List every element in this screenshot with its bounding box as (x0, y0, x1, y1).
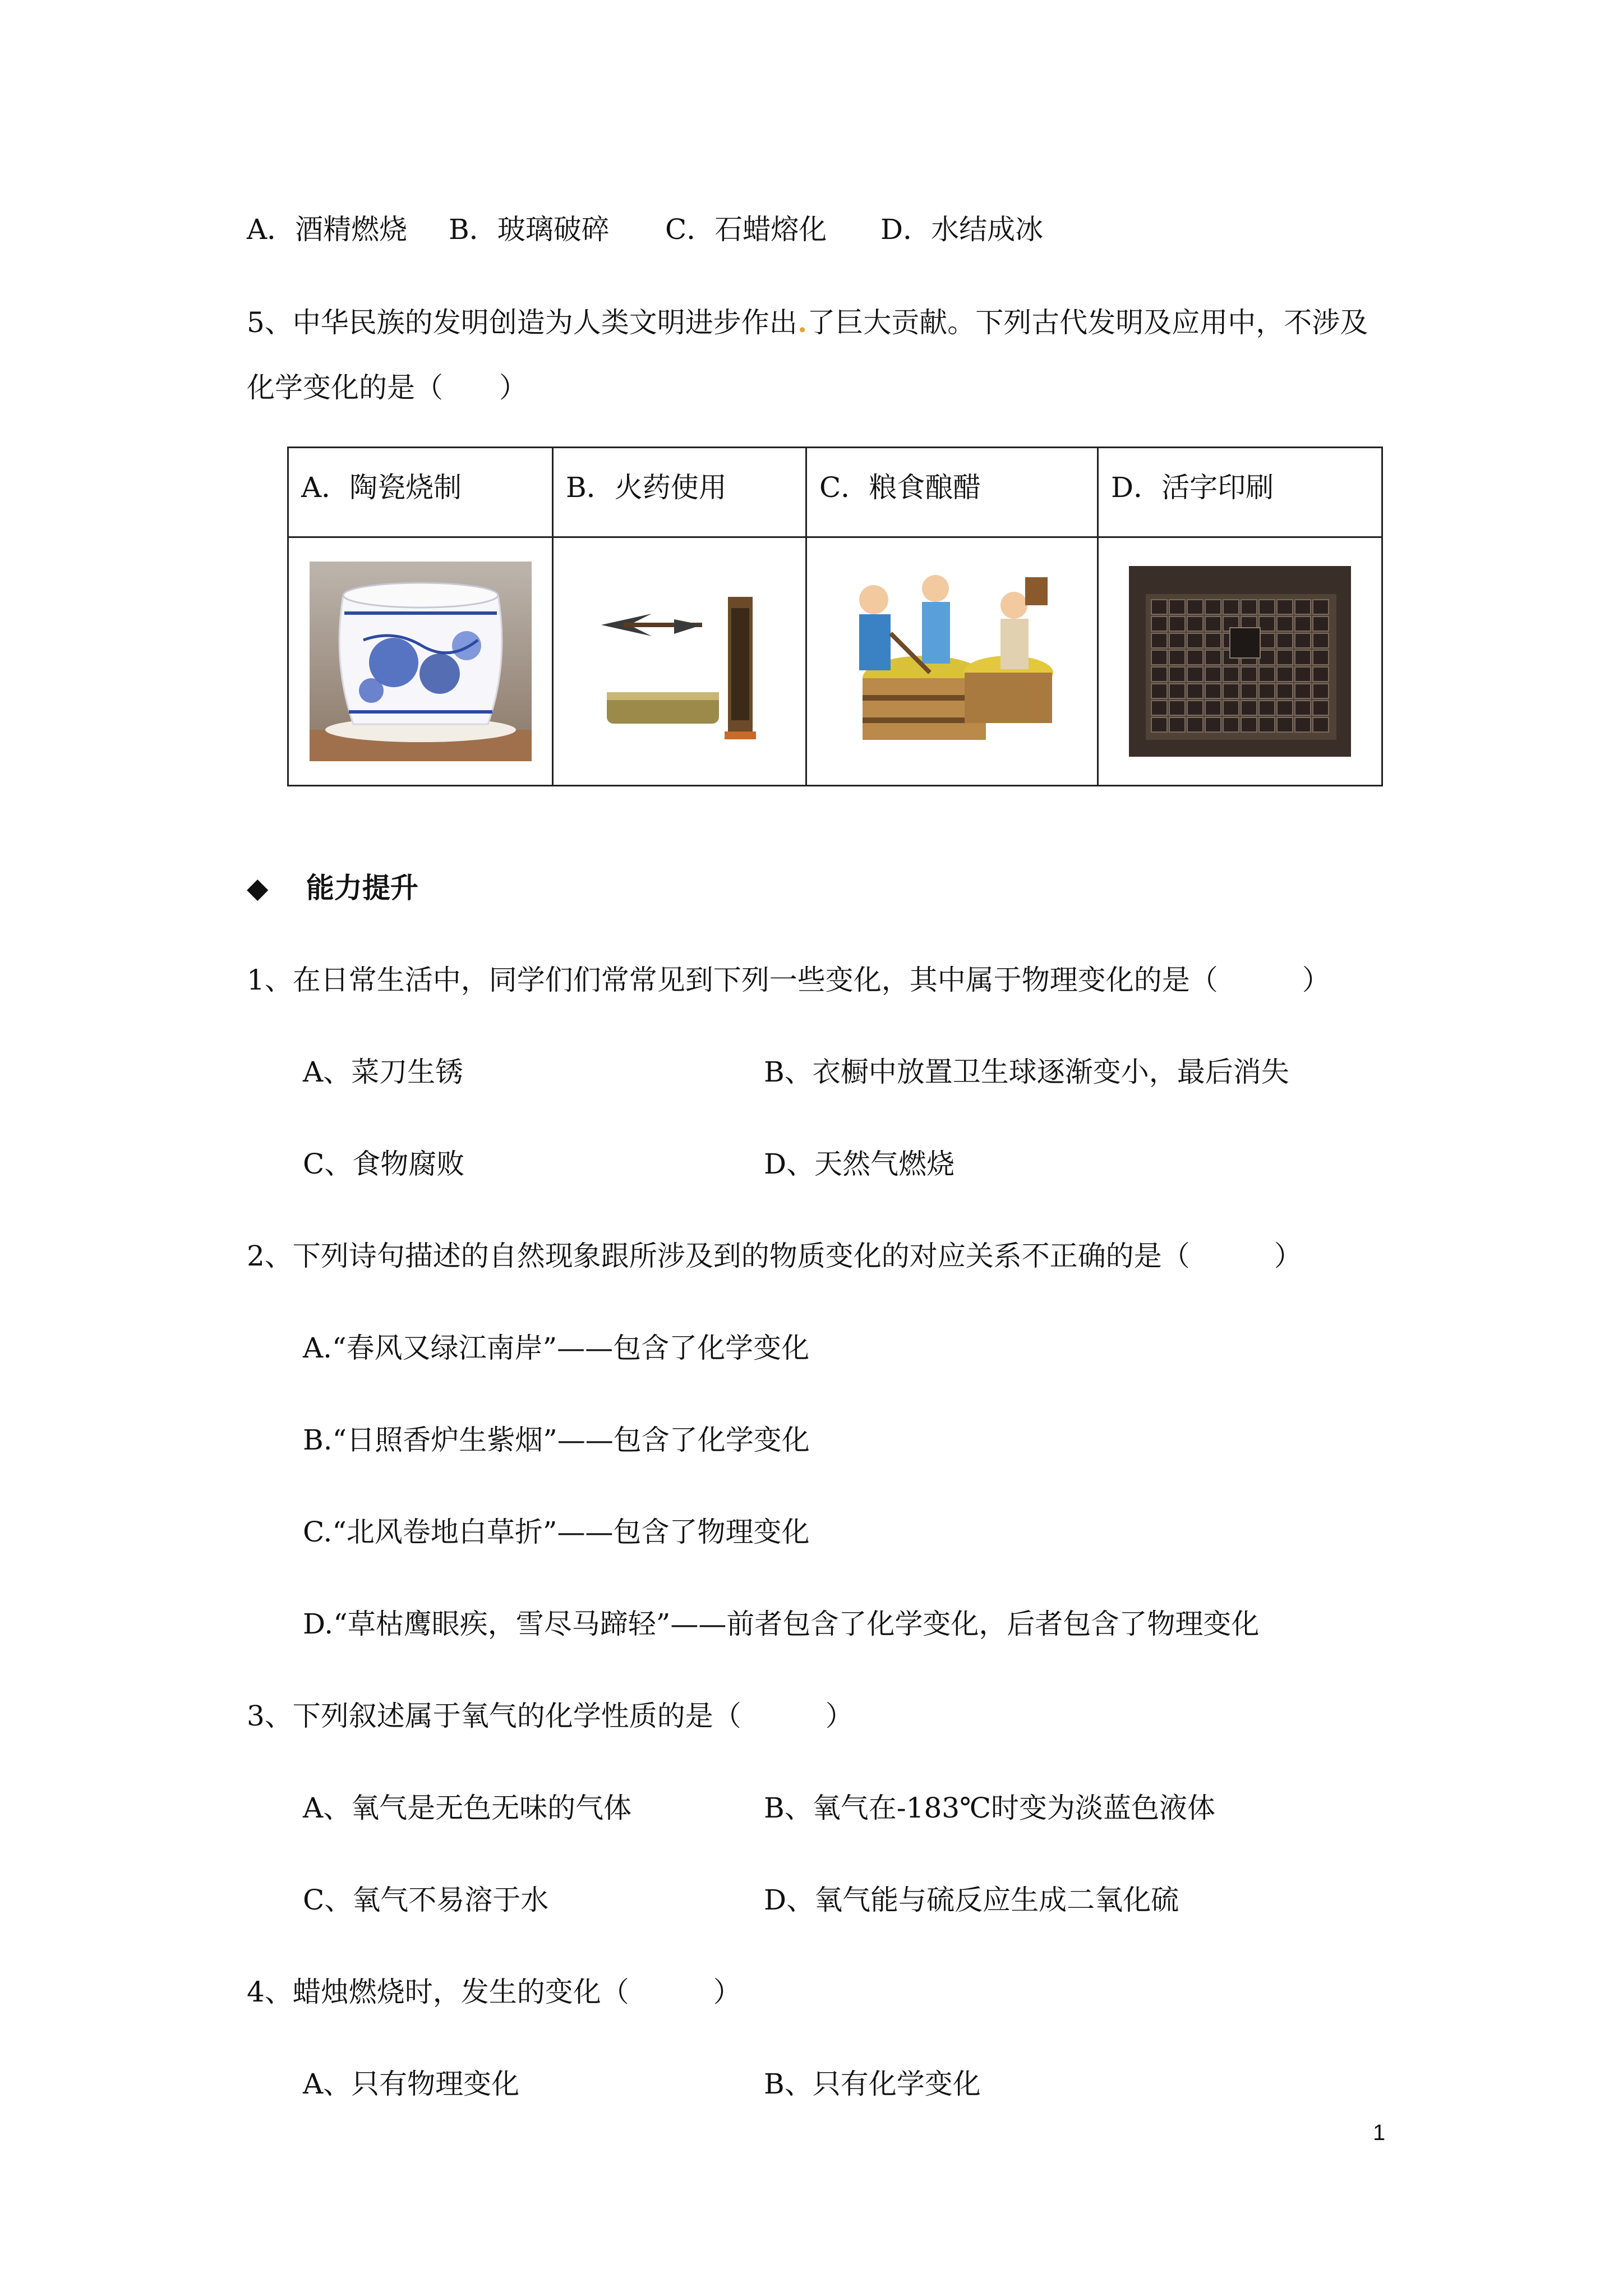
type-block (1241, 684, 1257, 698)
type-block (1295, 717, 1311, 732)
q5-stem-line2: 化学变化的是（ ） (247, 371, 527, 404)
movable-type-image (1129, 566, 1351, 757)
type-block (1223, 600, 1239, 614)
q5-options-table (287, 447, 1383, 786)
type-block (1295, 616, 1311, 631)
q3-option-a: A、氧气是无色无味的气体 (303, 1792, 632, 1824)
type-block (1259, 650, 1275, 665)
type-block (1169, 684, 1185, 698)
type-block (1187, 717, 1203, 732)
type-block (1313, 650, 1329, 665)
q5-image-row (288, 537, 1382, 786)
q2-option-a: A.“春风又绿江南岸”——包含了化学变化 (303, 1332, 810, 1364)
q4-option-b-lower: B、只有化学变化 (764, 2068, 981, 2100)
type-block (1169, 633, 1185, 648)
type-block (1277, 684, 1293, 698)
q2-option-d: D.“草枯鹰眼疾，雪尽马蹄轻”——前者包含了化学变化，后者包含了物理变化 (303, 1608, 1260, 1640)
q3-option-b: B、氧气在-183℃时变为淡蓝色液体 (764, 1792, 1216, 1824)
type-block (1187, 684, 1203, 698)
type-block (1277, 616, 1293, 631)
type-block (1295, 667, 1311, 682)
type-block (1313, 701, 1329, 715)
q5-stem-dot: . (797, 306, 808, 339)
type-block (1169, 701, 1185, 715)
q2-option-b: B.“日照香炉生紫烟”——包含了化学变化 (303, 1424, 810, 1456)
q4-option-a-lower: A、只有物理变化 (303, 2068, 520, 2100)
porcelain-jar-image (310, 562, 532, 761)
type-block (1151, 600, 1167, 614)
section-heading (247, 868, 418, 908)
section-title: 能力提升 (306, 872, 418, 904)
diamond-bullet-icon: ◆ (247, 872, 269, 904)
type-block (1313, 684, 1329, 698)
q5-header-row (288, 448, 1382, 537)
q1-stem: 1、在日常生活中，同学们们常常见到下列一些变化，其中属于物理变化的是（ ） (247, 964, 1330, 996)
type-block (1313, 600, 1329, 614)
type-block (1223, 684, 1239, 698)
type-block (1259, 616, 1275, 631)
type-block (1187, 616, 1203, 631)
type-block (1151, 667, 1167, 682)
type-block (1277, 600, 1293, 614)
q4-option-c: C．石蜡熔化 (665, 213, 827, 246)
q1-option-b: B、衣橱中放置卫生球逐渐变小，最后消失 (764, 1056, 1289, 1088)
type-block (1295, 650, 1311, 665)
type-block (1259, 701, 1275, 715)
type-block (1169, 650, 1185, 665)
q5-option-b: B．火药使用 (553, 448, 806, 537)
type-block (1295, 701, 1311, 715)
q4-option-d: D．水结成冰 (880, 213, 1044, 246)
type-block (1169, 600, 1185, 614)
q5-option-a: A．陶瓷烧制 (288, 448, 553, 537)
q5-stem-part2: 了巨大贡献。下列古代发明及应用中，不涉及 (807, 306, 1368, 339)
type-block (1295, 684, 1311, 698)
type-block (1277, 717, 1293, 732)
type-block (1295, 600, 1311, 614)
type-block (1277, 650, 1293, 665)
q5-image-cell-d (1098, 537, 1382, 786)
type-block (1277, 633, 1293, 648)
type-block (1205, 667, 1221, 682)
q5-stem-part1: 5、中华民族的发明创造为人类文明进步作出 (247, 306, 797, 339)
type-block (1151, 650, 1167, 665)
q1-option-c: C、食物腐败 (303, 1148, 465, 1180)
q3-option-c: C、氧气不易溶于水 (303, 1884, 549, 1916)
vinegar-brewing-image (840, 566, 1064, 757)
type-block (1241, 701, 1257, 715)
q5-option-c: C．粮食酿醋 (806, 448, 1098, 537)
gunpowder-weapons-image (590, 580, 769, 743)
type-block (1259, 717, 1275, 732)
type-block (1169, 667, 1185, 682)
q5-stem-line1 (247, 303, 1368, 342)
q2-stem: 2、下列诗句描述的自然现象跟所涉及到的物质变化的对应关系不正确的是（ ） (247, 1240, 1302, 1272)
q5-option-d: D．活字印刷 (1098, 448, 1382, 537)
type-block (1259, 600, 1275, 614)
page-number: 1 (1373, 2120, 1386, 2145)
type-block (1241, 717, 1257, 732)
type-block (1259, 633, 1275, 648)
q4-option-b: B．玻璃破碎 (449, 213, 610, 246)
type-block (1187, 667, 1203, 682)
q2-option-c: C.“北风卷地白草折”——包含了物理变化 (303, 1516, 810, 1548)
type-block (1205, 717, 1221, 732)
q3-option-d: D、氧气能与硫反应生成二氧化硫 (764, 1884, 1179, 1916)
type-block (1151, 616, 1167, 631)
type-block (1187, 650, 1203, 665)
q5-image-cell-a (288, 537, 553, 786)
type-block (1151, 633, 1167, 648)
type-block (1313, 616, 1329, 631)
type-block (1205, 600, 1221, 614)
type-block (1151, 717, 1167, 732)
type-block (1187, 701, 1203, 715)
type-block (1259, 667, 1275, 682)
type-block (1169, 616, 1185, 631)
type-block (1295, 633, 1311, 648)
type-block (1205, 633, 1221, 648)
type-block (1223, 667, 1239, 682)
type-block (1241, 667, 1257, 682)
type-block (1187, 600, 1203, 614)
type-block (1151, 701, 1167, 715)
type-block (1313, 717, 1329, 732)
type-block (1259, 684, 1275, 698)
q1-option-d: D、天然气燃烧 (764, 1148, 955, 1180)
type-block (1241, 600, 1257, 614)
type-block (1169, 717, 1185, 732)
type-block (1277, 667, 1293, 682)
type-block (1223, 701, 1239, 715)
type-block (1205, 701, 1221, 715)
q3-stem: 3、下列叙述属于氧气的化学性质的是（ ） (247, 1700, 854, 1732)
type-block (1313, 633, 1329, 648)
q1-option-a: A、菜刀生锈 (303, 1056, 464, 1088)
q4-stem: 4、蜡烛燃烧时，发生的变化（ ） (247, 1976, 741, 2008)
q5-image-cell-b (553, 537, 806, 786)
type-block (1205, 684, 1221, 698)
type-block (1313, 667, 1329, 682)
q4-option-a: A．酒精燃烧 (247, 213, 408, 246)
q5-image-cell-c (806, 537, 1098, 786)
type-block (1205, 650, 1221, 665)
type-block (1187, 633, 1203, 648)
type-block (1223, 717, 1239, 732)
type-block (1277, 701, 1293, 715)
type-block (1205, 616, 1221, 631)
type-block (1151, 684, 1167, 698)
